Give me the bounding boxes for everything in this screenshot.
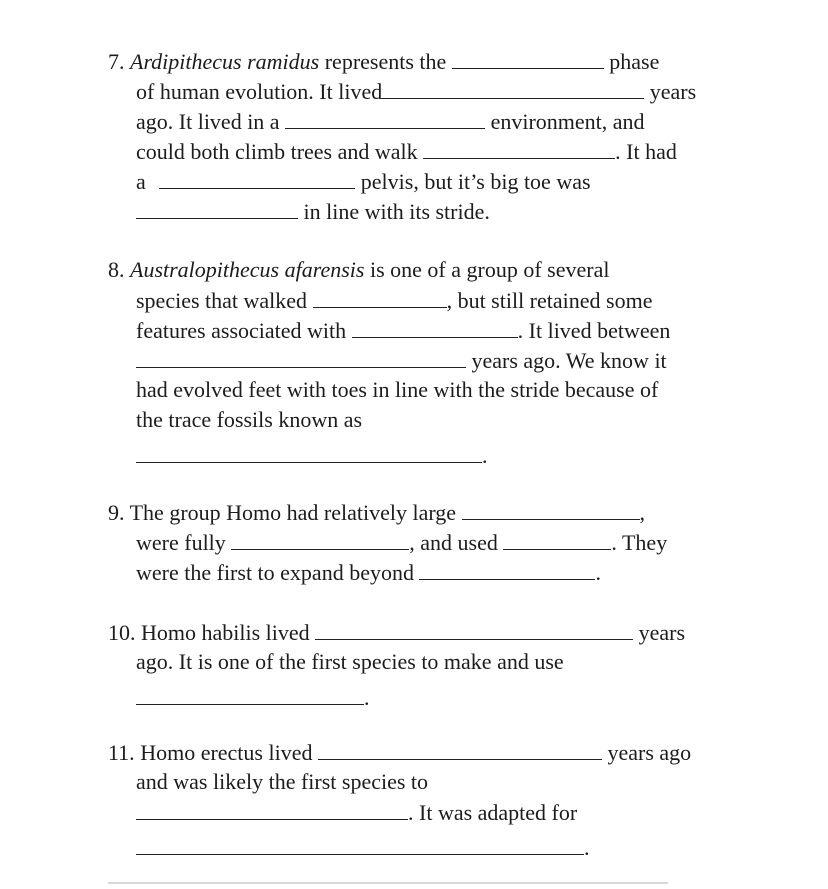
q7-line-2 bbox=[136, 78, 696, 105]
q10-line-2 bbox=[136, 649, 564, 675]
q7-text: in line with its stride. bbox=[303, 199, 490, 224]
q8-text: . It lived between bbox=[517, 318, 671, 343]
q8-text: species that walked bbox=[136, 288, 308, 313]
q11-text: Homo erectus lived bbox=[140, 740, 313, 765]
q9-blank-used[interactable] bbox=[503, 529, 611, 550]
q9-number: 9. bbox=[108, 500, 125, 525]
q10-line-3 bbox=[136, 684, 370, 711]
q9-text: were the first to expand beyond bbox=[136, 560, 414, 585]
q11-line-4 bbox=[136, 834, 590, 861]
q11-text: . It was adapted for bbox=[408, 800, 578, 825]
q7-line-4 bbox=[136, 138, 677, 165]
q7-line-1 bbox=[108, 48, 659, 75]
q8-text: the trace fossils known as bbox=[136, 407, 363, 432]
q9-blank-beyond[interactable] bbox=[419, 559, 595, 580]
q10-blank-tools[interactable] bbox=[136, 684, 364, 705]
q8-text: features associated with bbox=[136, 318, 347, 343]
q9-text: The group Homo had relatively large bbox=[129, 500, 457, 525]
q7-species: Ardipithecus ramidus bbox=[130, 49, 320, 74]
q7-text: environment, and bbox=[490, 109, 645, 134]
q9-text: , bbox=[639, 500, 646, 525]
q8-blank-features[interactable] bbox=[352, 317, 518, 338]
q9-line-2 bbox=[136, 529, 667, 556]
q8-blank-years[interactable] bbox=[136, 347, 466, 368]
q8-line-3 bbox=[136, 317, 670, 344]
q7-line-3 bbox=[136, 108, 645, 135]
q9-blank-fully[interactable] bbox=[231, 529, 409, 550]
q9-text: were fully bbox=[136, 530, 226, 555]
q7-blank-walk[interactable] bbox=[423, 138, 615, 159]
q11-line-1 bbox=[108, 739, 691, 766]
q11-blank-adapted[interactable] bbox=[136, 834, 584, 855]
q7-text: of human evolution. It lived bbox=[136, 79, 383, 104]
q8-text: years ago. We know it bbox=[471, 348, 667, 373]
q7-text: pelvis, but it’s big toe was bbox=[360, 169, 591, 194]
q11-text: years ago bbox=[607, 740, 692, 765]
q7-line-5 bbox=[136, 168, 591, 195]
q8-line-2 bbox=[136, 287, 652, 314]
q7-blank-toe[interactable] bbox=[136, 198, 298, 219]
q7-line-6 bbox=[136, 198, 490, 225]
q7-blank-environment[interactable] bbox=[285, 108, 485, 129]
q8-text: had evolved feet with toes in line with the stride because of bbox=[136, 377, 659, 402]
q9-text: . bbox=[595, 560, 601, 585]
q7-text: could both climb trees and walk bbox=[136, 139, 418, 164]
q7-text: years bbox=[649, 79, 697, 104]
q8-blank-trace-fossils[interactable] bbox=[136, 442, 482, 463]
q11-line-3 bbox=[136, 799, 577, 826]
q7-text: a bbox=[136, 169, 146, 194]
page-bottom-edge bbox=[108, 882, 668, 884]
q8-text: , but still retained some bbox=[446, 288, 653, 313]
q8-text: is one of a group of several bbox=[369, 257, 610, 282]
q7-text: ago. It lived in a bbox=[136, 109, 280, 134]
q11-number: 11. bbox=[108, 740, 135, 765]
q9-text: , and used bbox=[409, 530, 498, 555]
q7-text: . It had bbox=[615, 139, 677, 164]
q7-blank-pelvis[interactable] bbox=[159, 168, 355, 189]
q8-line-5 bbox=[136, 377, 658, 403]
q8-line-1 bbox=[108, 257, 609, 283]
q11-blank-years[interactable] bbox=[318, 739, 602, 760]
q9-line-1 bbox=[108, 499, 645, 526]
q8-line-4 bbox=[136, 347, 667, 374]
q7-text: represents the bbox=[324, 49, 447, 74]
q10-blank-years[interactable] bbox=[315, 619, 633, 640]
q10-number: 10. bbox=[108, 620, 136, 645]
q11-blank-first-species[interactable] bbox=[136, 799, 408, 820]
q10-text: years bbox=[638, 620, 686, 645]
q8-line-6 bbox=[136, 407, 362, 433]
q8-species: Australopithecus afarensis bbox=[130, 257, 365, 282]
q8-text: . bbox=[482, 443, 488, 468]
q8-blank-walked[interactable] bbox=[313, 287, 447, 308]
q8-number: 8. bbox=[108, 257, 125, 282]
q11-text: and was likely the first species to bbox=[136, 769, 429, 794]
q9-text: . They bbox=[611, 530, 668, 555]
q7-text: phase bbox=[609, 49, 660, 74]
q10-text: Homo habilis lived bbox=[141, 620, 310, 645]
q7-number: 7. bbox=[108, 49, 125, 74]
q8-line-7 bbox=[136, 442, 488, 469]
q7-blank-phase[interactable] bbox=[452, 48, 604, 69]
q7-blank-years[interactable] bbox=[382, 78, 644, 99]
q9-line-3 bbox=[136, 559, 601, 586]
q10-text: . bbox=[364, 685, 370, 710]
q10-line-1 bbox=[108, 619, 685, 646]
q9-blank-large[interactable] bbox=[462, 499, 640, 520]
q11-line-2 bbox=[136, 769, 428, 795]
q10-text: ago. It is one of the first species to make and use bbox=[136, 649, 564, 674]
q11-text: . bbox=[584, 835, 590, 860]
